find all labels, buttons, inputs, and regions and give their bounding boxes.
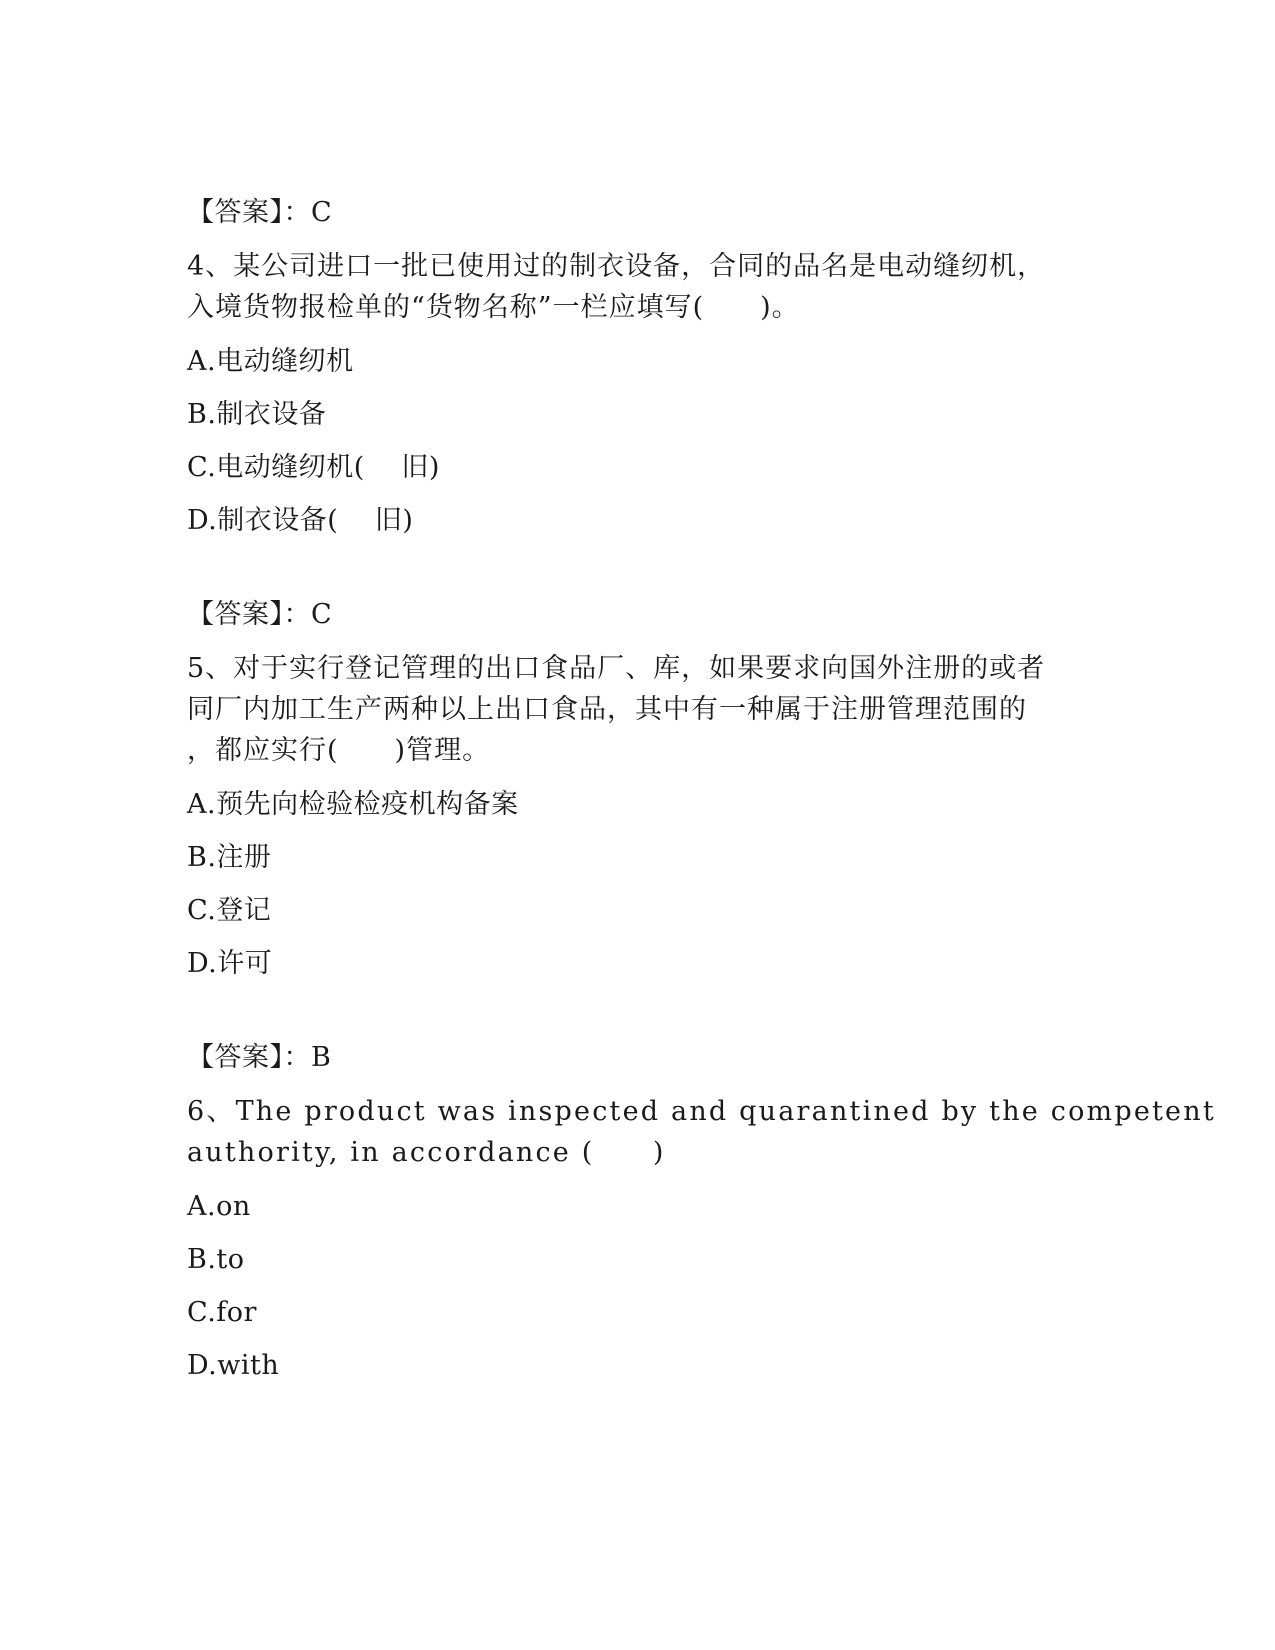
- option-b: B.to: [187, 1244, 245, 1275]
- option-c: C.for: [187, 1297, 257, 1328]
- question-5-line-3: ，都应实行( )管理。: [187, 735, 491, 766]
- question-6-line-2: authority, in accordance ( ): [187, 1137, 666, 1168]
- option-c: C.电动缝纫机( 旧): [187, 452, 440, 483]
- option-a: A.on: [187, 1191, 251, 1222]
- question-4-line-1: 4、某公司进口一批已使用过的制衣设备，合同的品名是电动缝纫机，: [187, 251, 1046, 282]
- option-b: B.注册: [187, 842, 272, 873]
- question-4-line-2: 入境货物报检单的“货物名称”一栏应填写( )。: [187, 292, 800, 323]
- option-d: D.制衣设备( 旧): [187, 505, 414, 536]
- option-a: A.电动缝纫机: [187, 346, 354, 377]
- option-d: D.with: [187, 1350, 280, 1381]
- option-c: C.登记: [187, 895, 272, 926]
- option-d: D.许可: [187, 948, 273, 979]
- answer-label: 【答案】：C: [187, 197, 333, 228]
- question-5-line-2: 同厂内加工生产两种以上出口食品，其中有一种属于注册管理范围的: [187, 694, 1027, 725]
- question-5-line-1: 5、对于实行登记管理的出口食品厂、库，如果要求向国外注册的或者: [187, 653, 1046, 684]
- option-b: B.制衣设备: [187, 399, 327, 430]
- question-6-line-1: 6、The product was inspected and quarantined by the competent: [187, 1096, 1216, 1127]
- answer-label: 【答案】：C: [187, 599, 333, 630]
- answer-label: 【答案】：B: [187, 1042, 332, 1073]
- option-a: A.预先向检验检疫机构备案: [187, 789, 519, 820]
